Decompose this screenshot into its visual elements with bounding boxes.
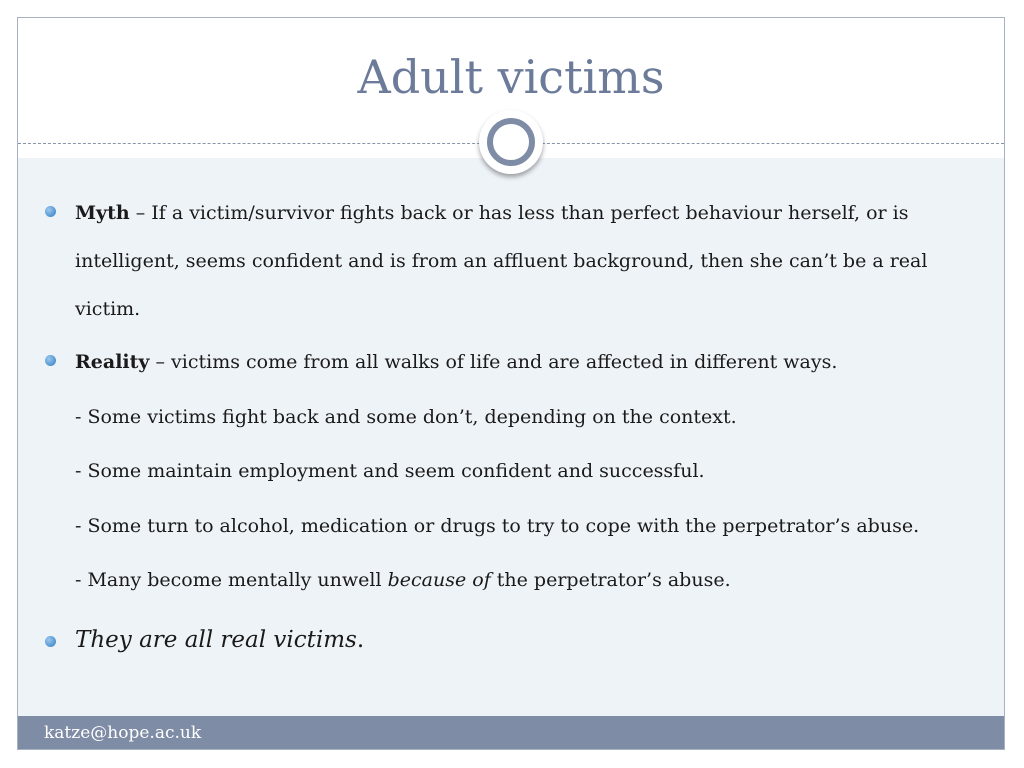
footer-bar	[18, 716, 1004, 750]
closing-line	[75, 627, 364, 653]
myth-line-1	[75, 202, 909, 224]
myth-text: – If a victim/survivor fights back or has less than perfect behaviour herself, or is	[129, 202, 909, 224]
myth-line-2: intelligent, seems confident and is from an affluent background, then she can’t be a real	[75, 250, 928, 272]
reality-text: – victims come from all walks of life and are affected in different ways.	[149, 351, 838, 373]
sub-item-text: - Many become mentally unwell	[75, 569, 388, 591]
sub-item-italic: because of	[387, 569, 491, 591]
myth-line-3: victim.	[75, 298, 141, 320]
myth-label: Myth	[75, 202, 130, 224]
ring-ornament-inner	[487, 118, 535, 166]
reality-label: Reality	[75, 351, 150, 373]
bullet-dot	[45, 355, 56, 366]
closing-period: .	[356, 627, 365, 653]
closing-text: They are all real victims	[75, 627, 357, 653]
footer-email: katze@hope.ac.uk	[44, 723, 202, 743]
sub-item: - Some turn to alcohol, medication or drugs to try to cope with the perpetrator’s abuse.	[75, 515, 920, 537]
sub-item-last	[75, 569, 731, 591]
ring-ornament	[479, 110, 543, 174]
sub-item-text: the perpetrator’s abuse.	[490, 569, 731, 591]
slide-title: Adult victims	[357, 50, 665, 104]
content-area	[18, 158, 1004, 716]
slide	[17, 17, 1005, 750]
bullet-dot	[45, 636, 56, 647]
bullet-dot	[45, 206, 56, 217]
reality-line	[75, 351, 837, 373]
sub-item: - Some maintain employment and seem confident and successful.	[75, 460, 705, 482]
sub-item: - Some victims fight back and some don’t, depending on the context.	[75, 406, 737, 428]
